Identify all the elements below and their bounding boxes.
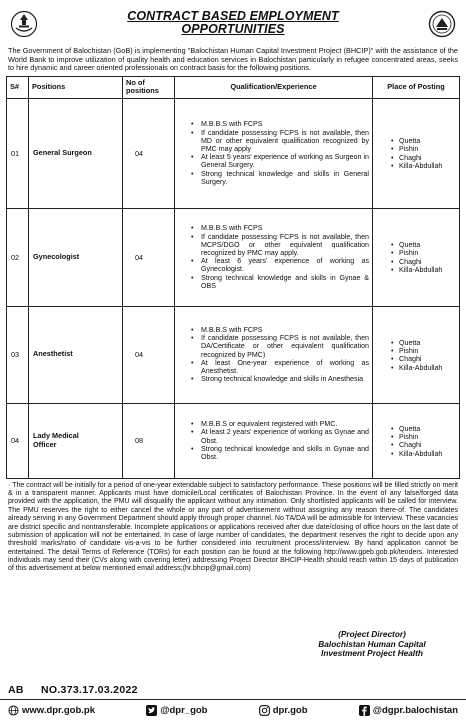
project-logo-icon (428, 10, 456, 38)
intro-paragraph: The Government of Balochistan (GoB) is implementing "Balochistan Human Capital Investment Project (BHCIP)" with the assistance of the World Bank to improve utilization of quality health and education services in Balochistan particularly in refugee concentrated areas, seeks to hire dynamic and career oriented professionals on contract basis for the following positions. (8, 46, 458, 73)
row-count: 04 (123, 306, 175, 403)
row-qualifications (175, 208, 373, 306)
place-item: • Killa-Abdullah (381, 450, 457, 458)
qualification-item: • If candidate possessing FCPS is not available, then DA/Certificate or other equivalent qualification recognized by PMC) (181, 334, 369, 359)
table-row (7, 208, 460, 306)
place-item: • Pishin (381, 145, 457, 153)
footer-instagram[interactable] (259, 705, 308, 716)
website-link[interactable]: www.dpr.gob.pk (22, 704, 96, 716)
facebook-icon (359, 705, 370, 716)
table-header-row (7, 76, 460, 98)
place-item: • Chaghi (381, 441, 457, 449)
row-count: 04 (123, 208, 175, 306)
place-item: • Killa-Abdullah (381, 364, 457, 372)
footer-website[interactable] (8, 705, 95, 716)
instagram-icon (259, 705, 270, 716)
row-position (29, 403, 123, 478)
director-line-3: Investment Project Health (321, 648, 423, 659)
place-item: • Killa-Abdullah (381, 266, 457, 274)
qualification-item: • M.B.B.S with FCPS (181, 120, 369, 128)
place-item: • Chaghi (381, 154, 457, 162)
col-header-count-line1: No of (126, 77, 145, 87)
qualification-item: • At least 6 years' experience of working as Gynecologist. (181, 257, 369, 273)
col-header-count (123, 76, 175, 98)
terms-paragraph: · The contract will be initially for a period of one-year extendable subject to satisfactory performance. These positions will be filled strictly on merit & in a transparent manner. Applicants must have domicile/Local certificates of Balochistan Province. In the event of any false/forged data provided with the application, the PMU will disqualify the applicant without any intimation. Only shortlisted applicants will be called for interview. The PMU reserves the right to either cancel the whole or any part of advertisement without assigning any reason there-of. The candidates already serving in any Government Department should apply through proper channel. No TA/DA will be admissible for Interview. These vacancies are district specific and nontransferable. Incomplete applications or applications received after due date/closing of office hours on the last date of submission of application will not be entertained. In case of large number of candidates, the department reserves the right to decide upon any threshold marks/ratio of candidate vis-a-vis to be further considered into recruitment process/interview. By hand application cannot be entertained. The detail Terms of Reference (TORs) for each position can be found at the following http://www.gpeb.gob.pk/tenders. Interested individuals may send their (CVs along with covering letter) addressing Project Director BHCIP-Health should reach within 15 days of publication of this advertisement at below mentioned email address;(hr.bhcip@gmail.com) (8, 481, 458, 573)
col-header-place: Place of Posting (373, 76, 460, 98)
instagram-handle[interactable]: dpr.gob (272, 704, 308, 716)
row-places (373, 208, 460, 306)
qualification-item: • At least 5 years' experience of working as Surgeon in General Surgery. (181, 153, 369, 169)
row-sno: 03 (7, 306, 29, 403)
table-row (7, 306, 460, 403)
director-title: (Project Director) (338, 629, 406, 639)
title-line-1: CONTRACT BASED EMPLOYMENT (127, 9, 339, 23)
row-position-line2: Officer (33, 439, 57, 449)
row-qualifications (175, 98, 373, 208)
row-sno: 04 (7, 403, 29, 478)
place-item: • Pishin (381, 347, 457, 355)
qualification-item: • M.B.B.S with FCPS (181, 326, 369, 334)
twitter-icon (146, 705, 157, 716)
row-count: 04 (123, 98, 175, 208)
row-position: Anesthetist (29, 306, 123, 403)
row-sno: 01 (7, 98, 29, 208)
table-row (7, 403, 460, 478)
place-item: • Chaghi (381, 258, 457, 266)
place-item: • Pishin (381, 433, 457, 441)
qualification-item: • If candidate possessing FCPS is not available, then MD or other equivalent qualification recognized by PMC may apply (181, 129, 369, 154)
footer-facebook[interactable] (359, 705, 458, 716)
facebook-handle[interactable]: @dgpr.balochistan (372, 704, 458, 716)
government-emblem-icon (10, 10, 38, 38)
page-title (6, 6, 460, 36)
place-item: • Quetta (381, 425, 457, 433)
qualification-item: • Strong technical knowledge and skills in Anesthesia (181, 375, 369, 383)
qualification-item: • At least One-year experience of working as Anesthetist. (181, 359, 369, 375)
row-qualifications (175, 403, 373, 478)
row-position: General Surgeon (29, 98, 123, 208)
reference-number (8, 684, 138, 696)
place-item: • Killa-Abdullah (381, 162, 457, 170)
place-item: • Quetta (381, 241, 457, 249)
reference-prefix: AB (8, 684, 24, 696)
qualification-item: • M.B.B.S or equivalent registered with PMC. (181, 420, 369, 428)
title-line-2: OPPORTUNITIES (181, 22, 285, 36)
place-item: • Quetta (381, 339, 457, 347)
footer-twitter[interactable] (146, 705, 207, 716)
row-sno: 02 (7, 208, 29, 306)
place-item: • Quetta (381, 137, 457, 145)
reference-code: NO.373.17.03.2022 (40, 684, 138, 696)
qualification-item: • Strong technical knowledge and skills in Gynae & OBS (181, 274, 369, 290)
qualification-item: • Strong technical knowledge and skills in Gynae and Obst. (181, 445, 369, 461)
col-header-sno: S# (7, 76, 29, 98)
project-director-signature (286, 630, 458, 659)
row-position-line1: Lady Medical (33, 431, 79, 441)
col-header-positions: Positions (29, 76, 123, 98)
place-item: • Chaghi (381, 355, 457, 363)
row-places (373, 403, 460, 478)
row-places (373, 306, 460, 403)
place-item: • Pishin (381, 249, 457, 257)
globe-icon (8, 705, 19, 716)
row-count: 08 (123, 403, 175, 478)
qualification-item: • M.B.B.S with FCPS (181, 224, 369, 232)
qualification-item: • At least 2 years' experience of working as Gynae and Obst. (181, 428, 369, 444)
col-header-qualification: Qualification/Experience (175, 76, 373, 98)
positions-table (6, 76, 460, 479)
col-header-count-line2: positions (126, 86, 159, 96)
row-position: Gynecologist (29, 208, 123, 306)
row-places (373, 98, 460, 208)
qualification-item: • If candidate possessing FCPS is not available, then MCPS/DGO or other equivalent qualification recognized by PMC may apply. (181, 233, 369, 258)
director-line-2: Balochistan Human Capital (318, 638, 426, 649)
footer-bar (0, 699, 466, 720)
qualification-item: • Strong technical knowledge and skills in General Surgery. (181, 170, 369, 186)
row-qualifications (175, 306, 373, 403)
header (6, 6, 460, 46)
table-row (7, 98, 460, 208)
twitter-handle[interactable]: @dpr_gob (160, 704, 208, 716)
